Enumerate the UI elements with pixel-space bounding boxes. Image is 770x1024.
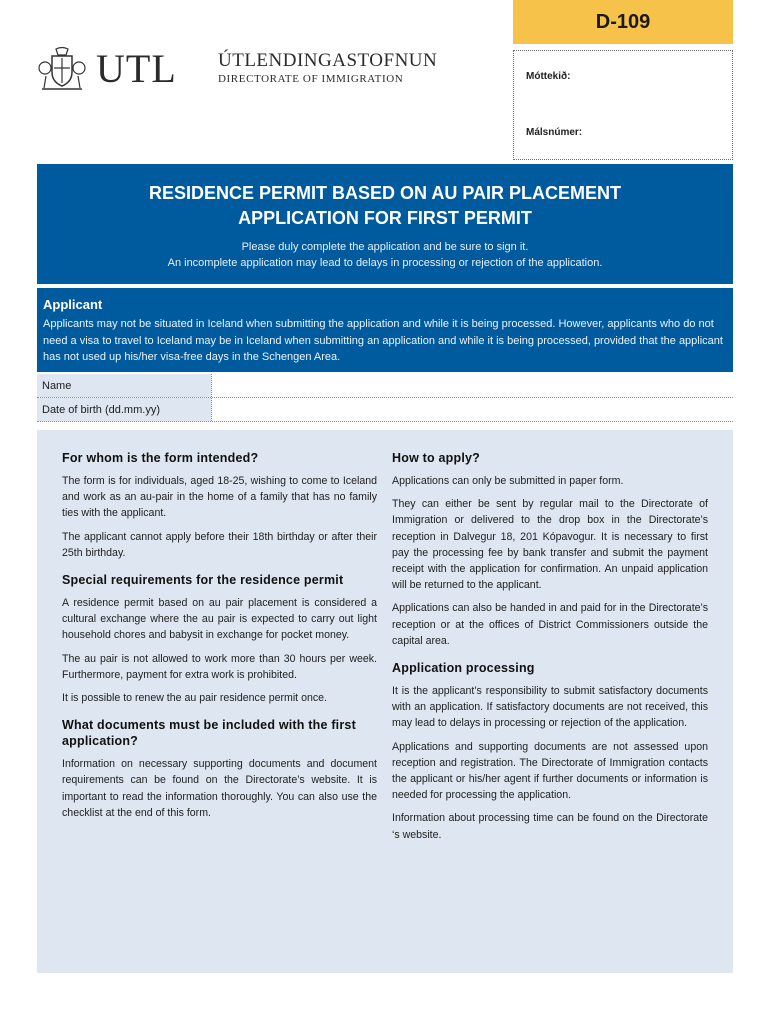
applicant-fields [37, 374, 733, 422]
info-right-column [392, 450, 708, 850]
logo-abbrev: UTL [96, 46, 177, 91]
processing-paragraph-3: Information about processing time can be found on the Directorate ‘s website. [392, 812, 708, 841]
apply-heading: How to apply? [392, 451, 481, 465]
dob-row [37, 398, 733, 422]
special-paragraph-1: A residence permit based on au pair placement is considered a cultural exchange where the au pair is expected to carry out light household chores and babysit in exchange for pocket money. [62, 597, 377, 642]
name-row [37, 374, 733, 398]
apply-paragraph-3: Applications can also be handed in and paid for in the Directorate’s reception or at the offices of District Commissioners outside the capital area. [392, 602, 708, 647]
special-paragraph-2: The au pair is not allowed to work more than 30 hours per week. Furthermore, payment for extra work is prohibited. [62, 652, 377, 681]
agency-name: ÚTLENDINGASTOFNUN [218, 50, 438, 71]
instruction-line2: An incomplete application may lead to delays in processing or rejection of the application. [167, 257, 603, 269]
docs-heading: What documents must be included with the first application? [62, 718, 356, 749]
form-title-line1: RESIDENCE PERMIT BASED ON AU PAIR PLACEMENT [148, 183, 622, 203]
form-title [37, 181, 733, 231]
apply-paragraph-2: They can either be sent by regular mail to the Directorate of Immigration or delivered to the drop box in the Directorate’s reception in Dalvegur 18, 201 Kópavogur. It is necessary to first pay the processing fee by bank transfer and submit the payment receipt with the application for confirmation. An unpaid application will be returned to the applicant. [392, 498, 708, 592]
name-input[interactable] [211, 374, 733, 397]
form-code-badge [513, 0, 733, 44]
case-number-label: Málsnúmer: [526, 127, 583, 138]
special-heading: Special requirements for the residence permit [62, 573, 344, 588]
whom-heading: For whom is the form intended? [62, 451, 259, 465]
form-title-line2: APPLICATION FOR FIRST PERMIT [238, 208, 532, 228]
docs-paragraph-1: Information on necessary supporting documents and document requirements can be found on the Directorate’s website. It is important to read the information thoroughly. You can also use the checklist at the end of this form. [62, 758, 377, 819]
processing-paragraph-2: Applications and supporting documents are not assessed upon reception and registration. The Directorate of Immigration contacts the applicant or his/her agent if further documents or information is needed for processing the application. [392, 740, 708, 802]
info-left-column [62, 450, 377, 828]
special-paragraph-3: It is possible to renew the au pair residence permit once. [62, 692, 327, 705]
dob-label: Date of birth (dd.mm.yy) [37, 398, 211, 421]
whom-paragraph-1: The form is for individuals, aged 18-25, wishing to come to Iceland and work as an au-pair in the home of a family that has no family ties with the applicant. [62, 475, 377, 520]
dob-input[interactable] [211, 398, 733, 421]
title-banner [37, 164, 733, 284]
form-code: D-109 [595, 10, 651, 33]
info-panel [37, 430, 733, 973]
received-label: Móttekið: [526, 71, 571, 82]
office-use-box [513, 50, 733, 160]
name-label: Name [37, 374, 211, 397]
iceland-coat-of-arms-icon [36, 46, 88, 92]
form-instructions [37, 239, 733, 271]
whom-paragraph-2: The applicant cannot apply before their 18th birthday or after their 25th birthday. [62, 530, 377, 559]
agency-subtitle: DIRECTORATE OF IMMIGRATION [218, 73, 404, 85]
applicant-note: Applicants may not be situated in Iceland when submitting the application and while it is being processed. However, applicants who do not need a visa to travel to Iceland may be in Iceland when submitting an application and while it is being processed, provided that the applicant has not used up his/her visa-free days in the Schengen Area. [43, 318, 723, 363]
processing-heading: Application processing [392, 661, 535, 676]
applicant-heading: Applicant [43, 297, 103, 312]
processing-paragraph-1: It is the applicant’s responsibility to submit satisfactory documents with an application. If satisfactory documents are not received, this may lead to delays in processing or rejection of the application. [392, 685, 708, 730]
apply-paragraph-1: Applications can only be submitted in paper form. [392, 475, 624, 487]
instruction-line1: Please duly complete the application and be sure to sign it. [241, 241, 529, 253]
applicant-section [37, 288, 733, 372]
